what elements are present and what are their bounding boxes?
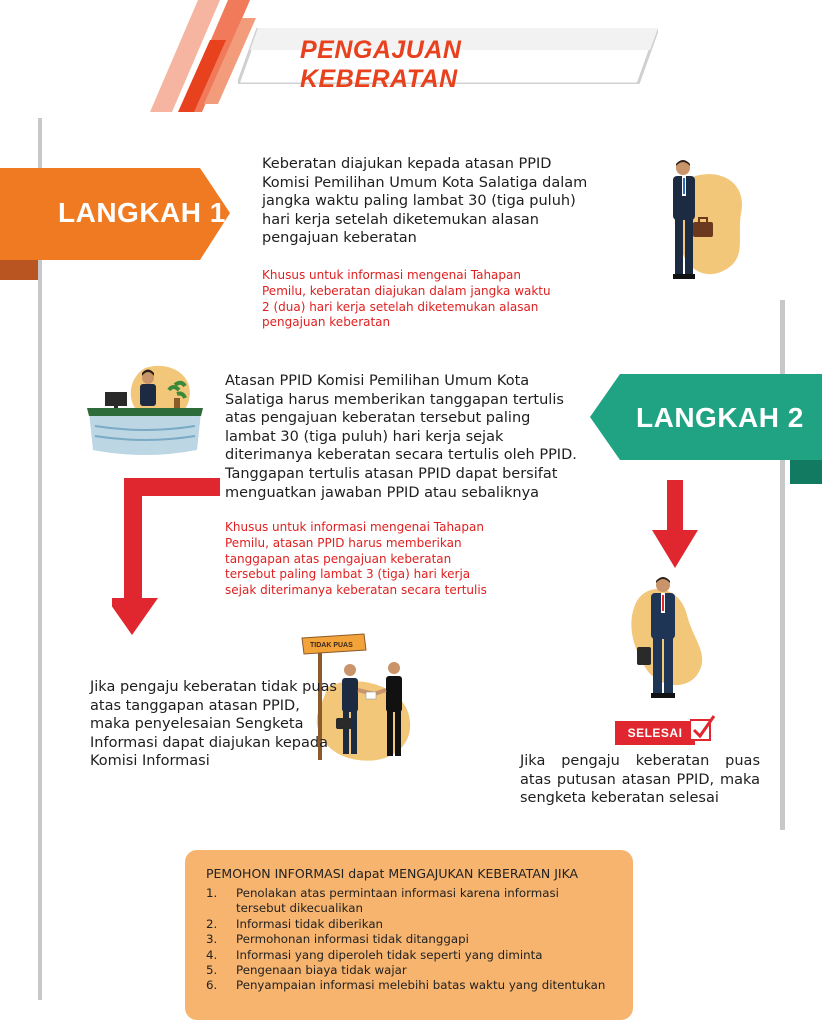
unsatisfied-text: Jika pengaju keberatan tidak puas atas tanggapan atasan PPID, maka penyelesaian Sengketa Informasi dapat diajukan kepada Komisi Informasi xyxy=(90,679,337,770)
step1-label: LANGKAH 1 xyxy=(58,197,226,228)
step1-note: Khusus untuk informasi mengenai Tahapan Pemilu, keberatan diajukan dalam jangka waktu 2 (dua) hari kerja setelah diketemukan alasan pengajuan keberatan xyxy=(262,268,551,330)
step1-text: Keberatan diajukan kepada atasan PPID Komisi Pemilihan Umum Kota Salatiga dalam jangka waktu paling lambat 30 (tiga puluh) hari kerja setelah diketemukan alasan pengajuan keberatan xyxy=(262,156,588,247)
arrow-down-left-icon xyxy=(112,470,224,640)
arrow-down-right-icon xyxy=(650,480,700,570)
list-item: 1. Penolakan atas permintaan informasi karena informasi tersebut dikecualikan xyxy=(206,886,559,916)
list-item: 4. Informasi yang diperoleh tidak seperti yang diminta xyxy=(206,947,543,962)
sign-text: TIDAK PUAS xyxy=(310,642,353,649)
selesai-badge xyxy=(615,721,695,745)
reception-desk-icon xyxy=(85,360,205,460)
satisfied-text: Jika pengaju keberatan puas atas putusan atasan PPID, maka sengketa keberatan selesai xyxy=(520,753,760,807)
list-item: 5. Pengenaan biaya tidak wajar xyxy=(206,963,407,978)
checkmark-icon xyxy=(690,714,716,742)
step2-note: Khusus untuk informasi mengenai Tahapan Pemilu, atasan PPID harus memberikan tanggapan atas pengajuan keberatan tersebut paling lambat 3 (tiga) hari kerja sejak diterimanya keberatan secara tertulis xyxy=(225,520,487,598)
page-title: PENGAJUAN KEBERATAN xyxy=(300,36,462,93)
selesai-badge-label: SELESAI xyxy=(627,726,683,740)
list-item: 6. Penyampaian informasi melebihi batas waktu yang ditentukan xyxy=(206,978,606,993)
list-item: 3. Permohonan informasi tidak ditanggapi xyxy=(206,932,469,947)
businessman-icon xyxy=(625,575,720,705)
reasons-title: PEMOHON INFORMASI dapat MENGAJUKAN KEBERATAN JIKA xyxy=(206,866,579,881)
list-item: 2. Informasi tidak diberikan xyxy=(206,916,384,931)
businessman-briefcase-icon xyxy=(655,158,750,288)
step2-text: Atasan PPID Komisi Pemilihan Umum Kota Salatiga harus memberikan tanggapan tertulis atas pengajuan keberatan tersebut paling lambat 30 (tiga puluh) hari kerja sejak diterimanya keberatan secara tertulis oleh PPID. Tanggapan tertulis atasan PPID dapat bersifat menguatkan jawaban PPID atau sebaliknya xyxy=(225,373,577,501)
reasons-list xyxy=(206,886,626,994)
step2-label: LANGKAH 2 xyxy=(636,402,804,433)
